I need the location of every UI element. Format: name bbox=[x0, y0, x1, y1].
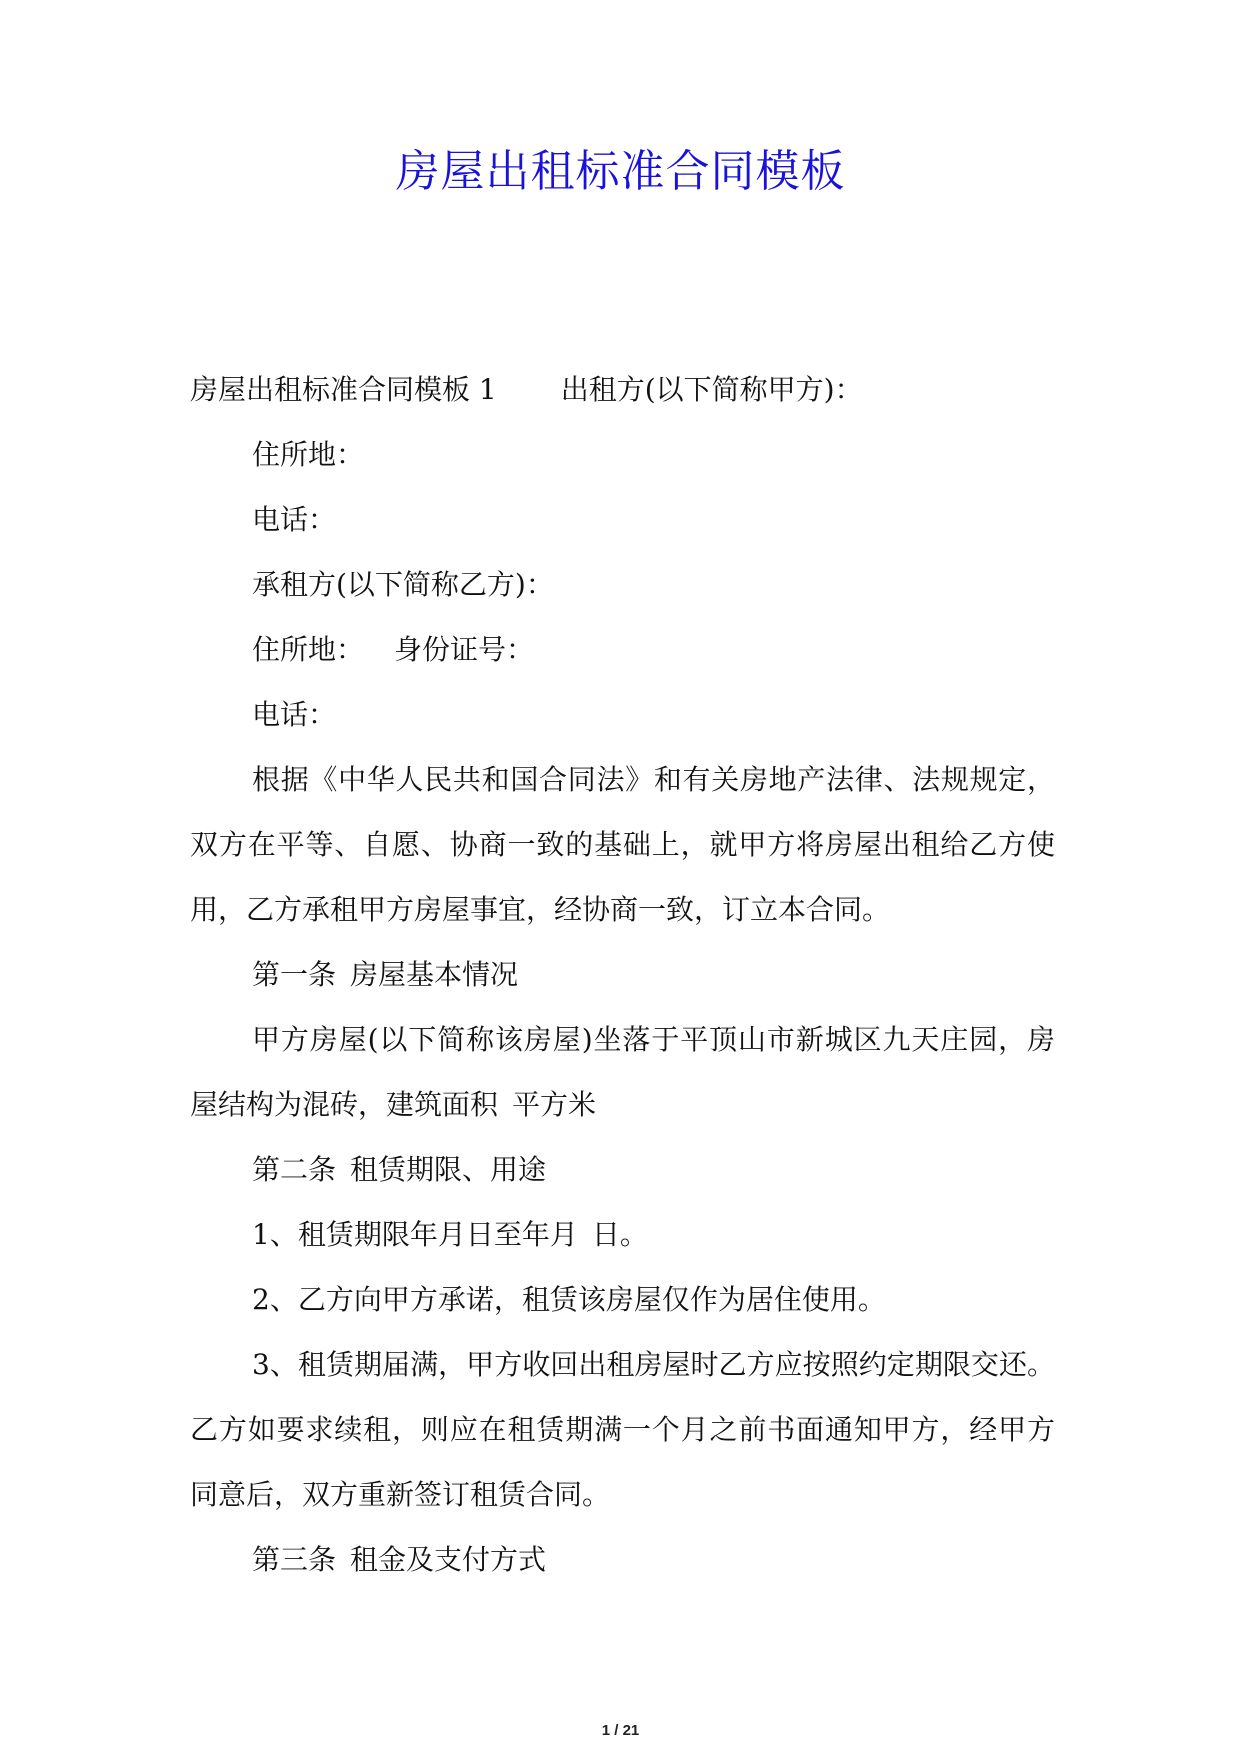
preamble-paragraph: 根据《中华人民共和国合同法》和有关房地产法律、法规规定，双方在平等、自愿、协商一致的基础上，就甲方将房屋出租给乙方使用，乙方承租甲方房屋事宜，经协商一致，订立本合同。 bbox=[190, 763, 1055, 926]
article-2-heading: 第二条 租赁期限、用途 bbox=[252, 1153, 547, 1186]
document-title: 房屋出租标准合同模板 bbox=[395, 146, 846, 197]
contract-name: 房屋出租标准合同模板 1 bbox=[190, 373, 497, 406]
article-2-item-2: 2、乙方向甲方承诺，租赁该房屋仅作为居住使用。 bbox=[252, 1283, 886, 1316]
lessee-id: 身份证号： bbox=[394, 633, 535, 666]
lessor-address: 住所地： bbox=[252, 438, 365, 471]
lessor-label: 出租方(以下简称甲方)： bbox=[560, 373, 863, 406]
lessee-address: 住所地： bbox=[252, 633, 365, 666]
article-2-item-1: 1、租赁期限年月日至年月 日。 bbox=[252, 1218, 648, 1251]
heading-line bbox=[190, 357, 1055, 422]
page-number: 1 / 21 bbox=[601, 1722, 640, 1739]
lessee-address-line bbox=[190, 617, 1055, 682]
lessee-label: 承租方(以下简称乙方)： bbox=[252, 568, 554, 601]
document-body bbox=[190, 357, 1055, 1592]
article-2-item-3: 3、租赁期届满，甲方收回出租房屋时乙方应按照约定期限交还。乙方如要求续租，则应在租赁期满一个月之前书面通知甲方，经甲方同意后，双方重新签订租赁合同。 bbox=[190, 1348, 1055, 1511]
article-1-paragraph: 甲方房屋(以下简称该房屋)坐落于平顶山市新城区九天庄园，房屋结构为混砖，建筑面积 平方米 bbox=[190, 1023, 1055, 1121]
lessor-phone: 电话： bbox=[252, 503, 337, 536]
article-1-heading: 第一条 房屋基本情况 bbox=[252, 958, 519, 991]
article-3-heading: 第三条 租金及支付方式 bbox=[252, 1543, 547, 1576]
lessee-phone: 电话： bbox=[252, 698, 337, 731]
